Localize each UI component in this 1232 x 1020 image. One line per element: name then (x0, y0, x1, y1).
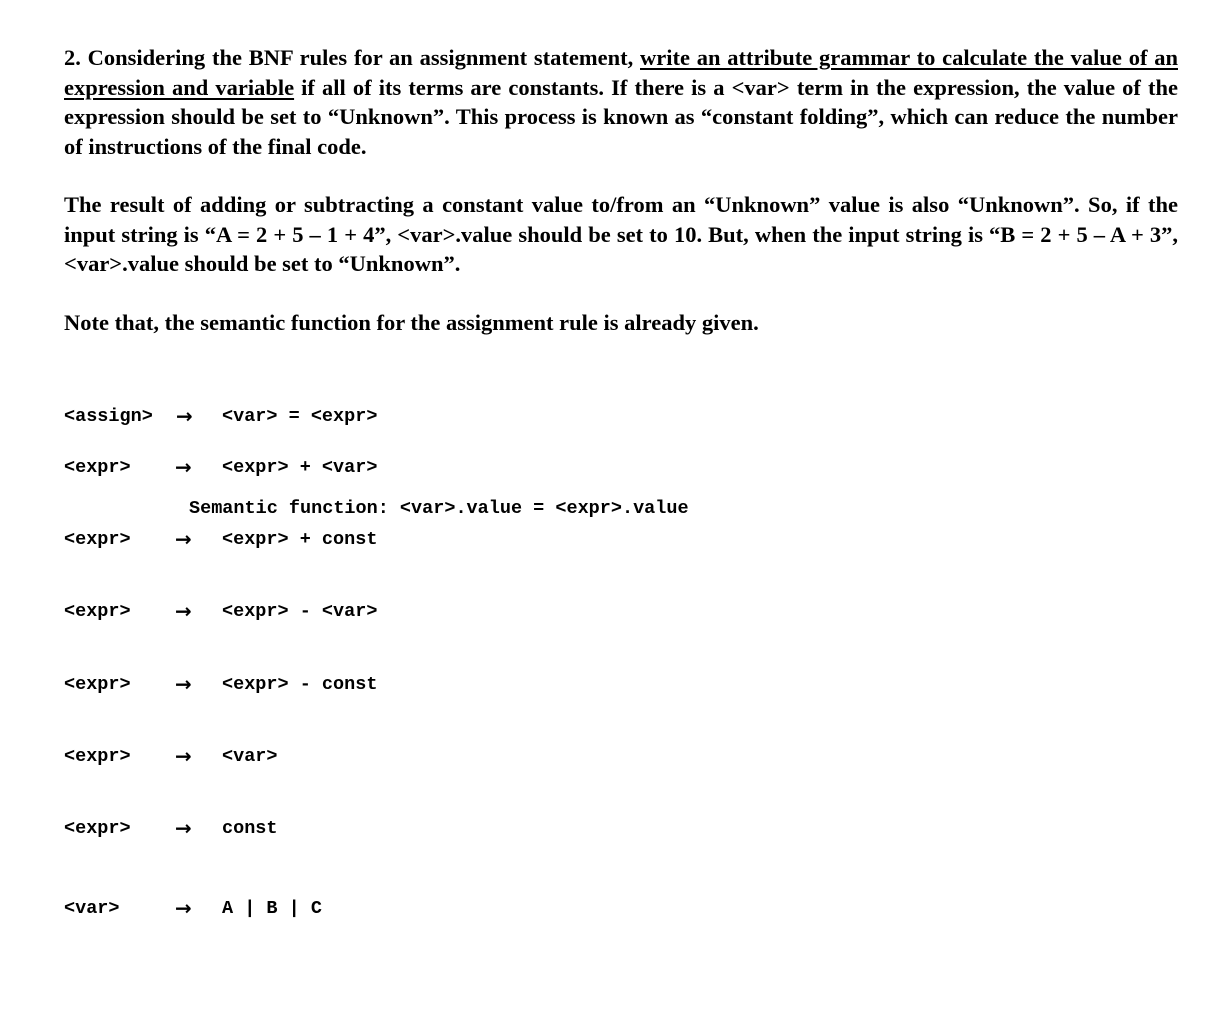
example-paragraph: The result of adding or subtracting a constant value to/from an “Unknown” value is also “Unknown”. So, if the input string is “A = 2 + 5 – 1 + 4”, <var>.value should be set to 10. But, when the input string is “B = 2 + 5 – A + 3”, <var>.value should be set to “Unknown”. (64, 192, 1178, 276)
right-arrow-icon: → (175, 599, 192, 623)
grammar-rule (64, 600, 664, 624)
assign-semantic-function: Semantic function: <var>.value = <expr>.value (189, 498, 689, 519)
rule-rhs: <var> (222, 746, 278, 767)
rule-lhs: <expr> (64, 601, 131, 622)
rule-lhs: <expr> (64, 746, 131, 767)
assign-rule-rhs: <var> = <expr> (222, 406, 378, 427)
rule-rhs: <expr> + const (222, 529, 378, 550)
question-underlined-task: write an attribute grammar to calculate the value of an expression and variable (64, 45, 1178, 100)
question-paragraph (64, 43, 1178, 161)
grammar-rule (64, 817, 664, 841)
right-arrow-icon: → (175, 744, 192, 768)
rule-lhs: <expr> (64, 529, 131, 550)
right-arrow-icon: → (175, 455, 192, 479)
grammar-rule (64, 456, 664, 480)
rule-rhs: <expr> - const (222, 674, 378, 695)
right-arrow-icon: → (175, 527, 192, 551)
rule-lhs: <expr> (64, 457, 131, 478)
grammar-rule (64, 745, 664, 769)
rule-rhs: <expr> - <var> (222, 601, 378, 622)
right-arrow-icon: → (175, 816, 192, 840)
rule-rhs: const (222, 818, 278, 839)
rule-lhs: <expr> (64, 818, 131, 839)
question-text-intro: Considering the BNF rules for an assignment statement, (80, 45, 640, 70)
question-text-rest: if all of its terms are constants. If there is a <var> term in the expression, the value of the expression should be set to “Unknown”. This process is known as “constant folding”, which can reduce the number of instructions of the final code. (64, 74, 1179, 159)
right-arrow-icon: → (175, 672, 192, 696)
rule-rhs: <expr> + <var> (222, 457, 378, 478)
assign-rule-lhs: <assign> (64, 406, 153, 427)
rule-lhs: <expr> (64, 674, 131, 695)
grammar-rule (64, 673, 664, 697)
grammar-rule (64, 897, 664, 921)
rule-rhs: A | B | C (222, 898, 322, 919)
question-number: 2. (64, 45, 81, 70)
grammar-rule (64, 528, 664, 552)
note-paragraph: Note that, the semantic function for the assignment rule is already given. (64, 310, 759, 335)
right-arrow-icon: → (176, 404, 193, 428)
rule-lhs: <var> (64, 898, 120, 919)
right-arrow-icon: → (175, 896, 192, 920)
